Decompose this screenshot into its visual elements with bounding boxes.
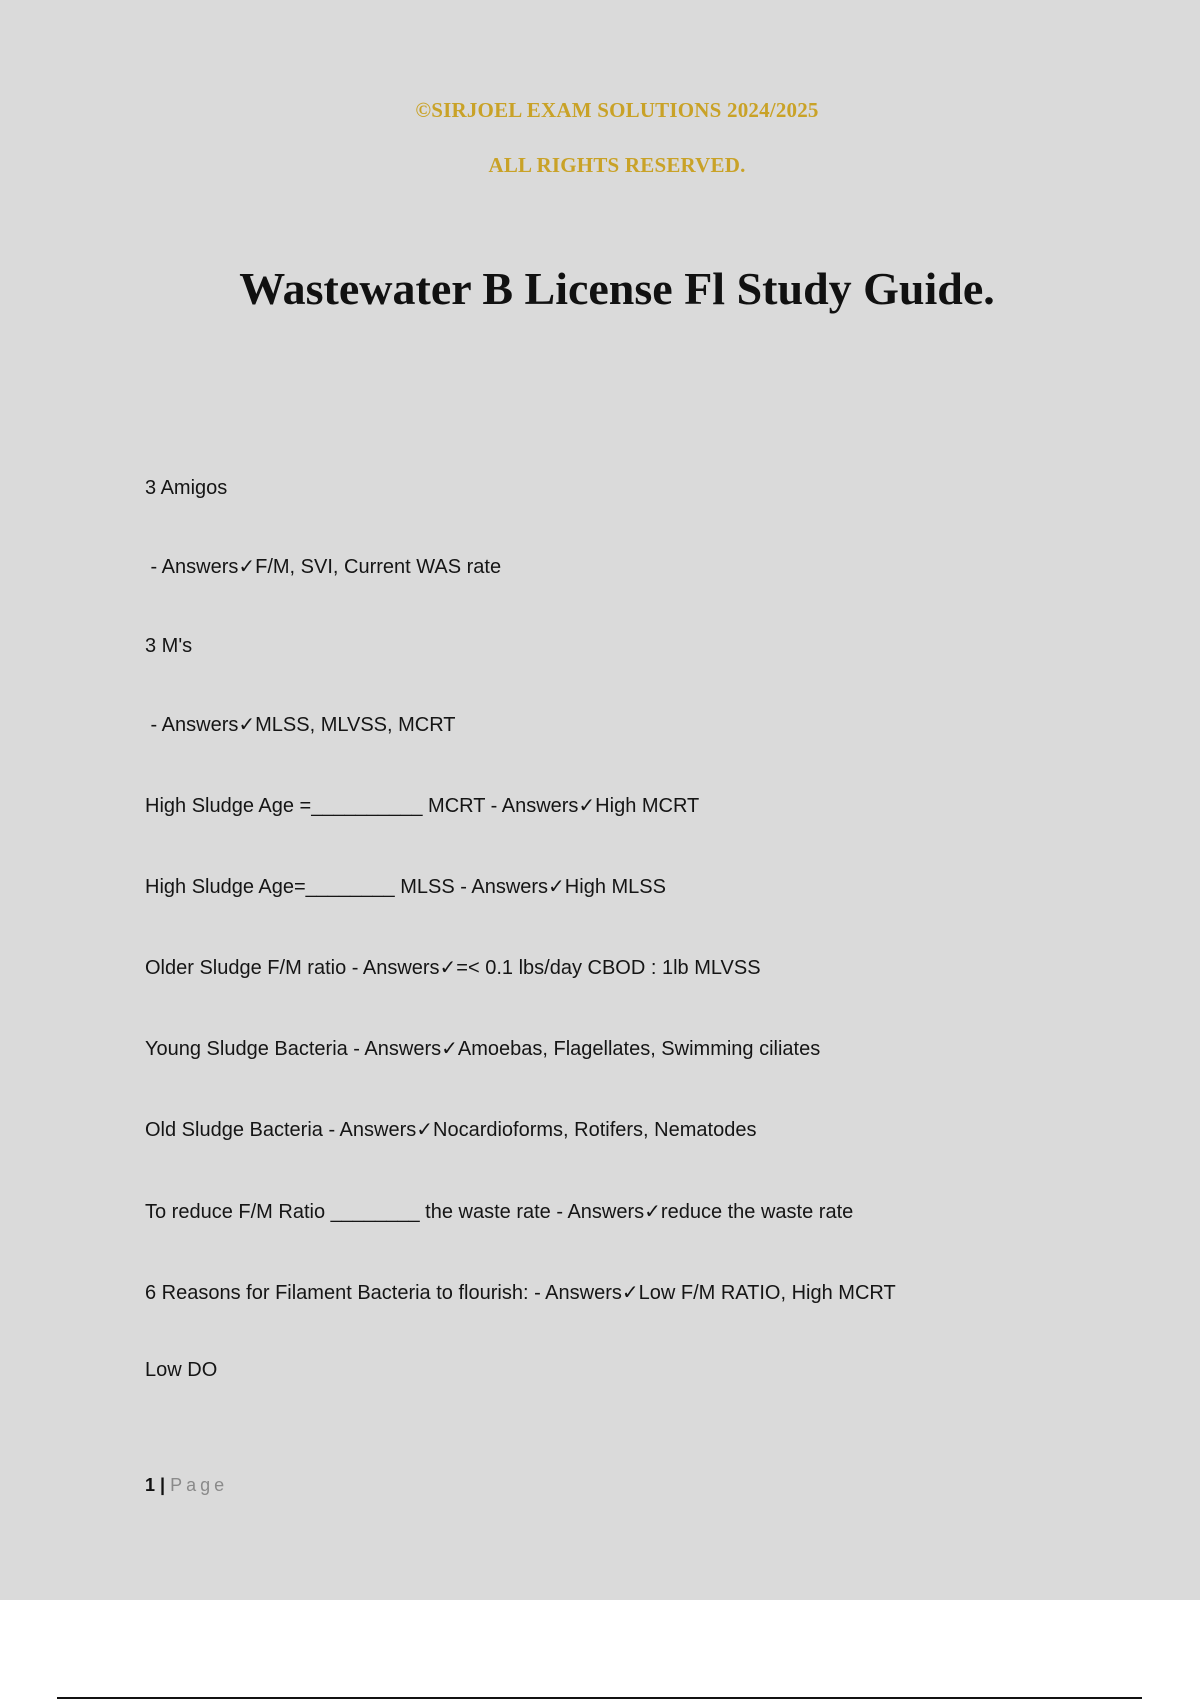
page-number: 1	[145, 1475, 156, 1495]
page-footer	[145, 1475, 228, 1496]
text-line: High Sludge Age=________ MLSS - Answers✓High MLSS	[145, 876, 666, 898]
document-title: Wastewater B License Fl Study Guide.	[239, 263, 995, 314]
page-label: Page	[170, 1475, 229, 1495]
text-line: Low DO	[145, 1359, 218, 1381]
text-line: To reduce F/M Ratio ________ the waste rate - Answers✓reduce the waste rate	[145, 1201, 854, 1223]
text-line: 3 M's	[145, 635, 193, 657]
text-line: Older Sludge F/M ratio - Answers✓=< 0.1 lbs/day CBOD : 1lb MLVSS	[145, 957, 761, 979]
text-line: High Sludge Age =__________ MCRT - Answers✓High MCRT	[145, 795, 700, 817]
copyright-header: ©SIRJOEL EXAM SOLUTIONS 2024/2025	[415, 98, 819, 122]
text-line: Old Sludge Bacteria - Answers✓Nocardioforms, Rotifers, Nematodes	[145, 1119, 757, 1141]
horizontal-rule	[57, 1697, 1142, 1699]
text-line: 6 Reasons for Filament Bacteria to flourish: - Answers✓Low F/M RATIO, High MCRT	[145, 1282, 896, 1304]
text-line: 3 Amigos	[145, 477, 228, 499]
text-line: - Answers✓F/M, SVI, Current WAS rate	[145, 556, 502, 578]
rights-reserved-header: ALL RIGHTS RESERVED.	[488, 153, 746, 177]
text-line: Young Sludge Bacteria - Answers✓Amoebas, Flagellates, Swimming ciliates	[145, 1038, 821, 1060]
text-line: - Answers✓MLSS, MLVSS, MCRT	[145, 714, 456, 736]
footer-separator: |	[160, 1475, 166, 1495]
